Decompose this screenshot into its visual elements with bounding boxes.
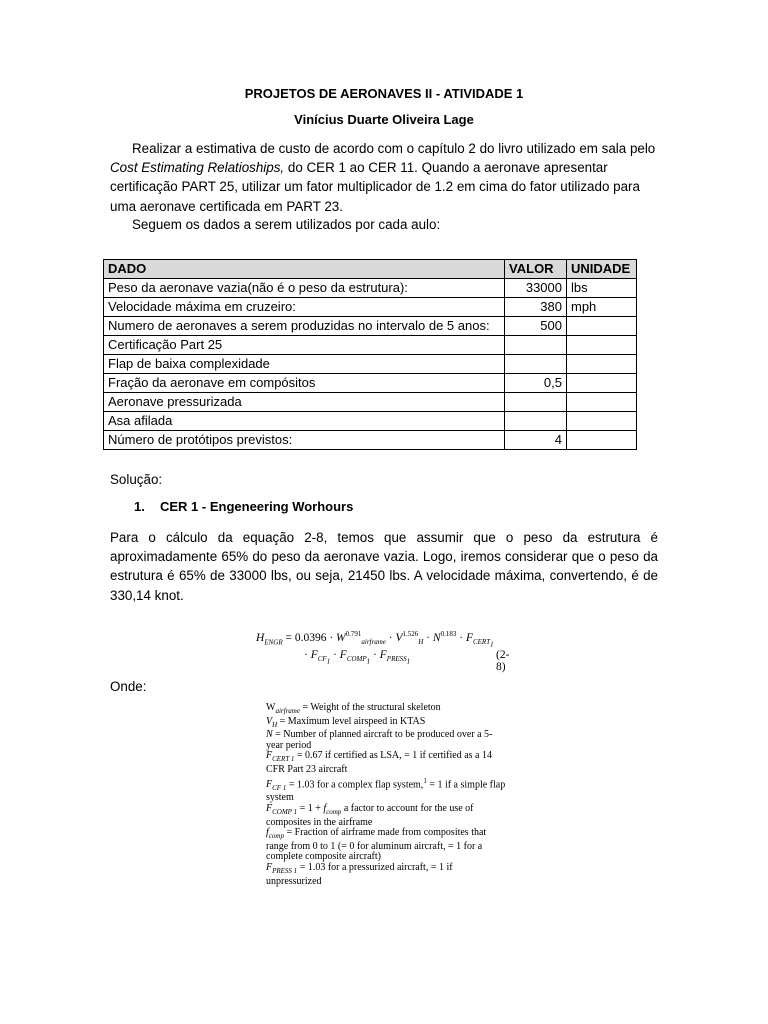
table-cell-valor [505,412,567,431]
table-header-row [104,260,637,279]
table-cell-dado: Velocidade máxima em cruzeiro: [104,298,505,317]
table-cell-unidade [567,374,637,393]
definition-line: $f_{comp}$ = Fraction of airframe made from composites that range from 0 to 1 (= 0 for aluminum aircraft, = 1 for a complete composite aircraft) [266,827,487,863]
author-name: Vinícius Duarte Oliveira Lage [294,112,474,127]
data-table [103,259,637,450]
intro-italic-text: Cost Estimating Relatioships, [110,160,285,176]
table-cell-valor [505,336,567,355]
definition-line: $F_{CERT 1} = 0.67$ if certified as LSA, = 1 if certified as a 14 CFR Part 23 aircraft [266,750,492,775]
solution-label: Solução: [110,472,163,487]
table-cell-unidade: lbs [567,279,637,298]
table-row [104,317,637,336]
table-row [104,374,637,393]
header-dado: DADO [104,260,505,279]
definition-line: $W_{airframe}$ = Weight of the structural skeleton [266,702,441,715]
table-cell-valor: 33000 [505,279,567,298]
definition-line: $F_{PRESS 1} = 1.03$ for a pressurized aircraft, = 1 if unpressurized [266,862,453,887]
table-cell-valor: 4 [505,431,567,450]
table-cell-unidade [567,431,637,450]
table-cell-dado: Número de protótipos previstos: [104,431,505,450]
table-cell-valor: 0,5 [505,374,567,393]
table-cell-unidade [567,393,637,412]
table-cell-unidade [567,412,637,431]
table-row [104,279,637,298]
section-number: 1. [134,499,145,514]
header-valor: VALOR [505,260,567,279]
table-cell-dado: Asa afilada [104,412,505,431]
table-cell-dado: Fração da aeronave em compósitos [104,374,505,393]
equation-line-1: $H_{ENGR} = 0.0396 \cdot W^{0.791}_{airframe} \cdot V^{1.526}_H \cdot N^{0.183} \cdot F_{CERT_1}$ [256,630,494,649]
header-unidade: UNIDADE [567,260,637,279]
definition-line: $F_{COMP 1} = 1 + f_{comp}$ a factor to account for the use of composites in the airframe [266,803,474,828]
table-row [104,355,637,374]
onde-label: Onde: [110,679,147,694]
table-cell-dado: Flap de baixa complexidade [104,355,505,374]
table-cell-valor: 380 [505,298,567,317]
table-cell-unidade [567,355,637,374]
table-row [104,336,637,355]
table-cell-unidade [567,317,637,336]
section-title: CER 1 - Engeneering Worhours [160,499,354,514]
table-cell-dado: Peso da aeronave vazia(não é o peso da estrutura): [104,279,505,298]
table-cell-valor [505,393,567,412]
definition-line: $V_H$ = Maximum level airspeed in KTAS [266,715,426,729]
definition-line: N = Number of planned aircraft to be produced over a 5-year period [266,729,493,751]
document-title: PROJETOS DE AERONAVES II - ATIVIDADE 1 [244,86,524,101]
intro-paragraph-2: Seguem os dados a serem utilizados por cada aulo: [132,217,441,232]
table-cell-dado: Aeronave pressurizada [104,393,505,412]
equation-line-2: · $F_{CF_1} \cdot F_{COMP_1} \cdot F_{PRESS_1}$ [304,649,411,666]
table-cell-valor: 500 [505,317,567,336]
table-row [104,431,637,450]
equation-number: (2-8) [496,649,510,673]
section-paragraph: Para o cálculo da equação 2-8, temos que assumir que o peso da estrutura é aproximadamente 65% do peso da aeronave vazia. Logo, iremos considerar que o peso da estrutura é 65% de 33000 lbs, ou seja, 21450 lbs. A velocidade máxima, convertendo, é de 330,14 knot. [110,530,658,603]
equation-2-8 [256,630,510,673]
table-cell-unidade [567,336,637,355]
variable-definitions-image [266,703,506,887]
table-row [104,412,637,431]
table-cell-dado: Numero de aeronaves a serem produzidas no intervalo de 5 anos: [104,317,505,336]
intro-text-1: Realizar a estimativa de custo de acordo com o capítulo 2 do livro utilizado em sala pelo [132,141,656,156]
intro-text-2: do CER 1 ao CER 11. Quando a aeronave apresentar certificação PART 25, utilizar um fator multiplicador de 1.2 em cima do fator utilizado para uma aeronave certificada em PART 23. [110,160,640,214]
table-cell-valor [505,355,567,374]
intro-paragraph [110,139,658,216]
table-row [104,298,637,317]
table-row [104,393,637,412]
definition-line: $F_{CF 1} = 1.03$ for a complex flap system,$^1$ = 1 if a simple flap system [266,776,506,804]
table-cell-dado: Certificação Part 25 [104,336,505,355]
table-cell-unidade: mph [567,298,637,317]
section-heading [134,499,353,514]
